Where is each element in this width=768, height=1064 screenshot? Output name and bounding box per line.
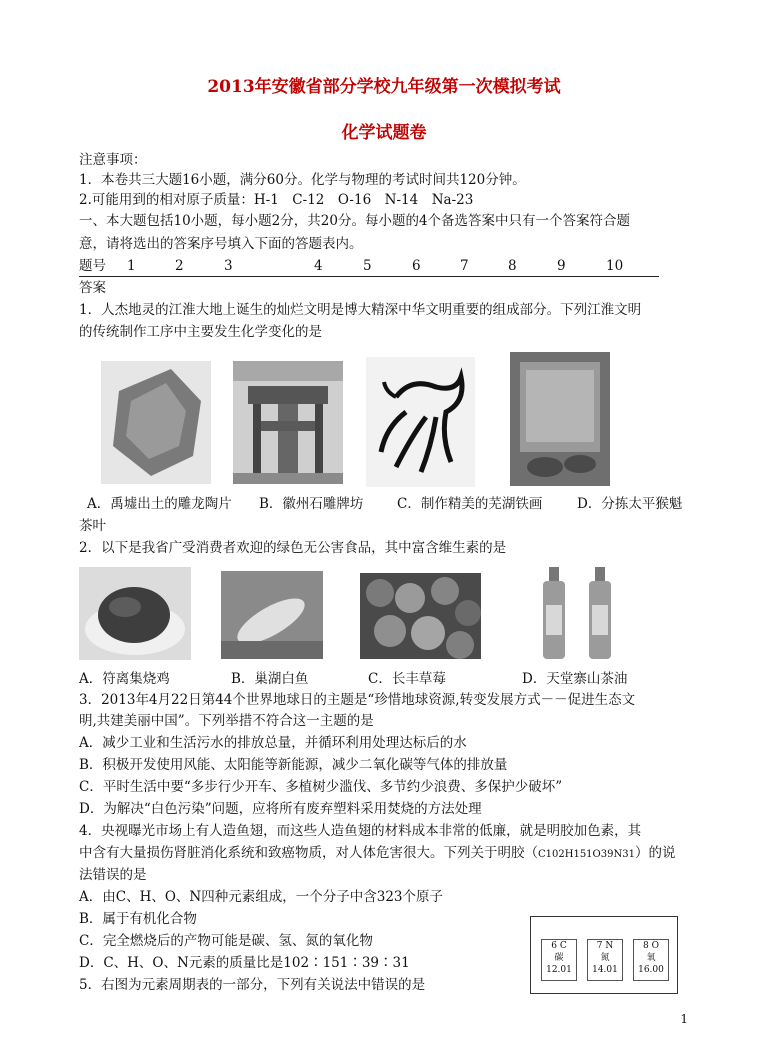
answer-table-num: 4: [314, 258, 323, 274]
section1-instructions-line2: 意，请将选出的答案序号填入下面的答题表内。: [79, 236, 363, 252]
q1-option-d: D．分拣太平猴魁: [577, 496, 683, 512]
element-cell-oxygen: 8 O 氧 16.00: [633, 939, 669, 981]
q4-stem-line3: 法错误的是: [79, 867, 147, 883]
q1-option-b: B．徽州石雕牌坊: [259, 496, 364, 512]
answer-table-num: 6: [412, 258, 421, 274]
iron-horse-painting-image: [366, 357, 475, 487]
notes-heading: 注意事项：: [79, 152, 147, 168]
page-title: 2013年安徽省部分学校九年级第一次模拟考试: [207, 77, 561, 97]
q4-stem-line2-pre: 中含有大量损伤肾脏消化系统和致癌物质，对人体危害很大。下列关于明胶（: [79, 845, 538, 861]
section1-instructions-line1: 一、本大题包括10小题，每小题2分，共20分。每小题的4个备选答案中只有一个答案符合题: [79, 213, 631, 229]
q2-option-b: B．巢湖白鱼: [231, 671, 309, 687]
roast-chicken-image: [79, 567, 191, 660]
q3-option-b: B．积极开发使用风能、太阳能等新能源，减少二氧化碳等气体的排放量: [79, 757, 508, 773]
q4-option-b: B．属于有机化合物: [79, 911, 197, 927]
q2-options: [79, 669, 691, 689]
element-cell-carbon: 6 C 碳 12.01: [541, 939, 577, 981]
q1-option-c: C．制作精美的芜湖铁画: [397, 496, 543, 512]
q5-stem: 5．右图为元素周期表的一部分，下列有关说法中错误的是: [79, 977, 426, 993]
page-subtitle: 化学试题卷: [341, 123, 427, 143]
q4-stem-line2: [79, 843, 691, 865]
answer-table-num: 2: [175, 258, 184, 274]
q4-option-d: D．C、H、O、N元素的质量比是102∶151∶39∶31: [79, 955, 410, 971]
answer-table-num: 5: [363, 258, 372, 274]
q3-stem-line1: 3．2013年4月22日第44个世界地球日的主题是“珍惜地球资源,转变发展方式－－促进生态文: [79, 692, 636, 708]
q1-option-d-wrap: 茶叶: [79, 518, 106, 534]
q1-options: [79, 494, 691, 514]
answer-table-num: 1: [127, 258, 136, 274]
pottery-shard-image: [101, 361, 211, 484]
answer-table-num: 8: [508, 258, 517, 274]
q4-stem-line2-post: ）的说: [634, 845, 676, 861]
note-1: 1．本卷共三大题16小题，满分60分。化学与物理的考试时间共120分钟。: [79, 172, 526, 188]
q2-option-c: C．长丰草莓: [368, 671, 446, 687]
q4-formula: C102H151O39N31: [538, 849, 635, 860]
q3-option-a: A．减少工业和生活污水的排放总量，并循环利用处理达标后的水: [79, 735, 467, 751]
answer-table-answer-label: 答案: [79, 280, 106, 296]
stone-archway-image: [233, 361, 343, 484]
tea-sorting-image: [510, 352, 610, 486]
answer-table-header: [79, 256, 691, 276]
tea-oil-bottles-image: [537, 565, 617, 662]
answer-table-rule: [79, 276, 659, 277]
q2-option-a: A．符离集烧鸡: [79, 671, 170, 687]
q2-stem: 2．以下是我省广受消费者欢迎的绿色无公害食品，其中富含维生素的是: [79, 540, 507, 556]
answer-table-num: 3: [224, 258, 233, 274]
q2-option-d: D．天堂寨山茶油: [522, 671, 628, 687]
q3-option-c: C．平时生活中要“多步行少开车、多植树少滥伐、多节约少浪费、多保护少破坏”: [79, 779, 563, 795]
element-cell-nitrogen: 7 N 氮 14.01: [587, 939, 623, 981]
answer-table-num: 9: [557, 258, 566, 274]
answer-table-num: 10: [606, 258, 624, 274]
strawberries-image: [360, 573, 481, 659]
q1-stem-line2: 的传统制作工序中主要发生化学变化的是: [79, 324, 322, 340]
q4-stem-line1: 4．央视曝光市场上有人造鱼翅，而这些人造鱼翅的材料成本非常的低廉，就是明胶加色素，其: [79, 823, 642, 839]
q4-option-c: C．完全燃烧后的产物可能是碳、氢、氮的氧化物: [79, 933, 373, 949]
periodic-table-fragment: [530, 916, 678, 994]
note-2: 2.可能用到的相对原子质量：H-1 C-12 O-16 N-14 Na-23: [79, 192, 474, 208]
q1-stem-line1: 1．人杰地灵的江淮大地上诞生的灿烂文明是博大精深中华文明重要的组成部分。下列江淮文明: [79, 302, 642, 318]
q4-option-a: A．由C、H、O、N四种元素组成，一个分子中含323个原子: [79, 889, 443, 905]
q1-option-a: A．禹墟出土的雕龙陶片: [87, 496, 232, 512]
white-fish-image: [221, 571, 323, 659]
answer-table-label: 题号: [79, 258, 106, 274]
q3-option-d: D．为解决“白色污染”问题，应将所有废弃塑料采用焚烧的方法处理: [79, 801, 482, 817]
q3-stem-line2: 明,共建美丽中国”。下列举措不符合这一主题的是: [79, 713, 374, 729]
page-number: 1: [680, 1012, 688, 1026]
answer-table-num: 7: [460, 258, 469, 274]
